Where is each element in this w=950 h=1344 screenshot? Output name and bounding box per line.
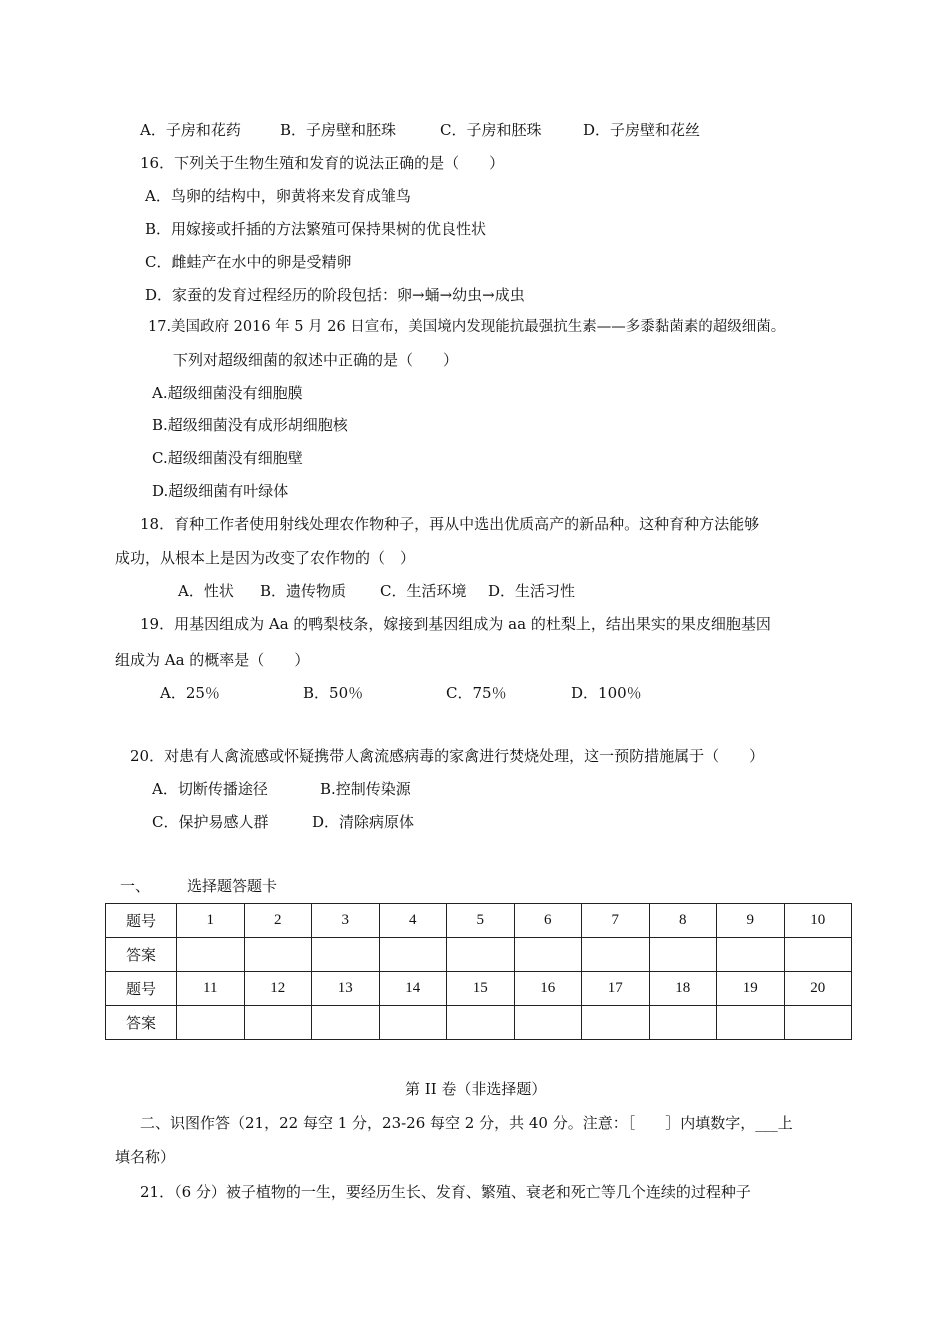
answer-cell[interactable]: [717, 938, 785, 972]
answer-cell[interactable]: [514, 1006, 582, 1040]
answer-cell[interactable]: [312, 938, 380, 972]
number-cell: 20: [784, 972, 852, 1006]
number-cell: 14: [379, 972, 447, 1006]
q16-option-a: A．鸟卵的结构中，卵黄将来发育成雏鸟: [145, 187, 411, 205]
number-cell: 11: [177, 972, 245, 1006]
q20-options-row1: [152, 779, 411, 799]
q20-stem: 20．对患有人禽流感或怀疑携带人禽流感病毒的家禽进行焚烧处理，这一预防措施属于（ ）: [130, 747, 765, 765]
q17-option-c: C.超级细菌没有细胞壁: [152, 449, 303, 467]
number-cell: 13: [312, 972, 380, 1006]
q18-option-d: D．生活习性: [488, 582, 576, 600]
number-cell: 1: [177, 904, 245, 938]
number-cell: 16: [514, 972, 582, 1006]
answer-card-section-no: 一、: [120, 877, 151, 895]
label-no: 题号: [106, 972, 177, 1006]
q19-option-b: B．50％: [303, 684, 364, 702]
q17-stem-line2: 下列对超级细菌的叙述中正确的是（ ）: [173, 351, 459, 369]
answer-cell[interactable]: [379, 1006, 447, 1040]
q19-stem-line2: 组成为 Aa 的概率是（ ）: [115, 651, 310, 669]
number-cell: 19: [717, 972, 785, 1006]
number-cell: 3: [312, 904, 380, 938]
answer-cell[interactable]: [784, 1006, 852, 1040]
q19-option-d: D．100％: [571, 684, 642, 702]
part2-instructions-line2: 填名称）: [115, 1148, 176, 1166]
number-cell: 10: [784, 904, 852, 938]
q20-option-a: A．切断传播途径: [152, 780, 268, 798]
number-cell: 17: [582, 972, 650, 1006]
q18-options: [178, 581, 575, 601]
number-cell: 9: [717, 904, 785, 938]
answer-cell[interactable]: [177, 938, 245, 972]
q18-option-b: B．遗传物质: [260, 582, 347, 600]
q19-option-a: A．25％: [160, 684, 220, 702]
q18-option-a: A．性状: [178, 582, 234, 600]
number-cell: 18: [649, 972, 717, 1006]
answer-cell[interactable]: [649, 938, 717, 972]
answer-cell[interactable]: [649, 1006, 717, 1040]
answer-cell[interactable]: [582, 1006, 650, 1040]
answer-card-title: 选择题答题卡: [187, 877, 278, 895]
answer-cell[interactable]: [244, 938, 312, 972]
q17-option-d: D.超级细菌有叶绿体: [152, 482, 289, 500]
q16-option-c: C．雌蛙产在水中的卵是受精卵: [145, 253, 352, 271]
answer-card-row-numbers-2: [106, 972, 852, 1006]
q20-option-c: C．保护易感人群: [152, 813, 269, 831]
q20-option-b: B.控制传染源: [320, 780, 411, 798]
q17-option-b: B.超级细菌没有成形胡细胞核: [152, 416, 348, 434]
q17-stem-line1: 17.美国政府 2016 年 5 月 26 日宣布，美国境内发现能抗最强抗生素——多黍黏菌素的超级细菌。: [148, 319, 786, 335]
answer-cell[interactable]: [514, 938, 582, 972]
number-cell: 15: [447, 972, 515, 1006]
answer-cell[interactable]: [379, 938, 447, 972]
q20-options-row2: [152, 812, 414, 832]
label-no: 题号: [106, 904, 177, 938]
q15-option-d: D．子房壁和花丝: [583, 121, 701, 139]
number-cell: 6: [514, 904, 582, 938]
q16-stem: 16．下列关于生物生殖和发育的说法正确的是（ ）: [140, 154, 505, 172]
q18-stem-line1: 18．育种工作者使用射线处理农作物种子，再从中选出优质高产的新品种。这种育种方法能够: [140, 515, 760, 533]
answer-card-table: [105, 903, 852, 1040]
q15-options: [140, 120, 700, 140]
q19-option-c: C．75％: [446, 684, 507, 702]
label-answer: 答案: [106, 1006, 177, 1040]
q15-option-b: B．子房壁和胚珠: [280, 121, 397, 139]
number-cell: 5: [447, 904, 515, 938]
q19-options: [160, 683, 642, 703]
q17-option-a: A.超级细菌没有细胞膜: [152, 384, 303, 402]
number-cell: 7: [582, 904, 650, 938]
answer-card-row-answers-1: [106, 938, 852, 972]
q16-option-d: D．家蚕的发育过程经历的阶段包括：卵→蛹→幼虫→成虫: [145, 286, 525, 304]
part2-instructions-line1: 二、识图作答（21，22 每空 1 分，23-26 每空 2 分，共 40 分。注意：［ ］内填数字，___上: [140, 1114, 793, 1132]
answer-cell[interactable]: [582, 938, 650, 972]
answer-cell[interactable]: [312, 1006, 380, 1040]
label-answer: 答案: [106, 938, 177, 972]
answer-cell[interactable]: [447, 1006, 515, 1040]
q20-option-d: D．清除病原体: [312, 813, 415, 831]
number-cell: 2: [244, 904, 312, 938]
number-cell: 8: [649, 904, 717, 938]
answer-cell[interactable]: [784, 938, 852, 972]
answer-cell[interactable]: [717, 1006, 785, 1040]
q18-option-c: C．生活环境: [380, 582, 467, 600]
answer-card-heading: [120, 876, 277, 896]
q15-option-a: A．子房和花药: [140, 121, 241, 139]
number-cell: 12: [244, 972, 312, 1006]
q18-stem-line2: 成功，从根本上是因为改变了农作物的（ ）: [115, 549, 416, 567]
q15-option-c: C．子房和胚珠: [440, 121, 542, 139]
answer-cell[interactable]: [447, 938, 515, 972]
q16-option-b: B．用嫁接或扦插的方法繁殖可保持果树的优良性状: [145, 220, 487, 238]
answer-card-row-answers-2: [106, 1006, 852, 1040]
answer-cell[interactable]: [177, 1006, 245, 1040]
number-cell: 4: [379, 904, 447, 938]
answer-card-row-numbers-1: [106, 904, 852, 938]
answer-cell[interactable]: [244, 1006, 312, 1040]
q19-stem-line1: 19．用基因组成为 Aa 的鸭梨枝条，嫁接到基因组成为 aa 的杜梨上，结出果实的果皮细胞基因: [140, 615, 771, 633]
q21-stem-line1: 21．（6 分）被子植物的一生，要经历生长、发育、繁殖、衰老和死亡等几个连续的过程种子: [140, 1183, 751, 1201]
part2-title: 第 II 卷（非选择题）: [405, 1080, 547, 1098]
